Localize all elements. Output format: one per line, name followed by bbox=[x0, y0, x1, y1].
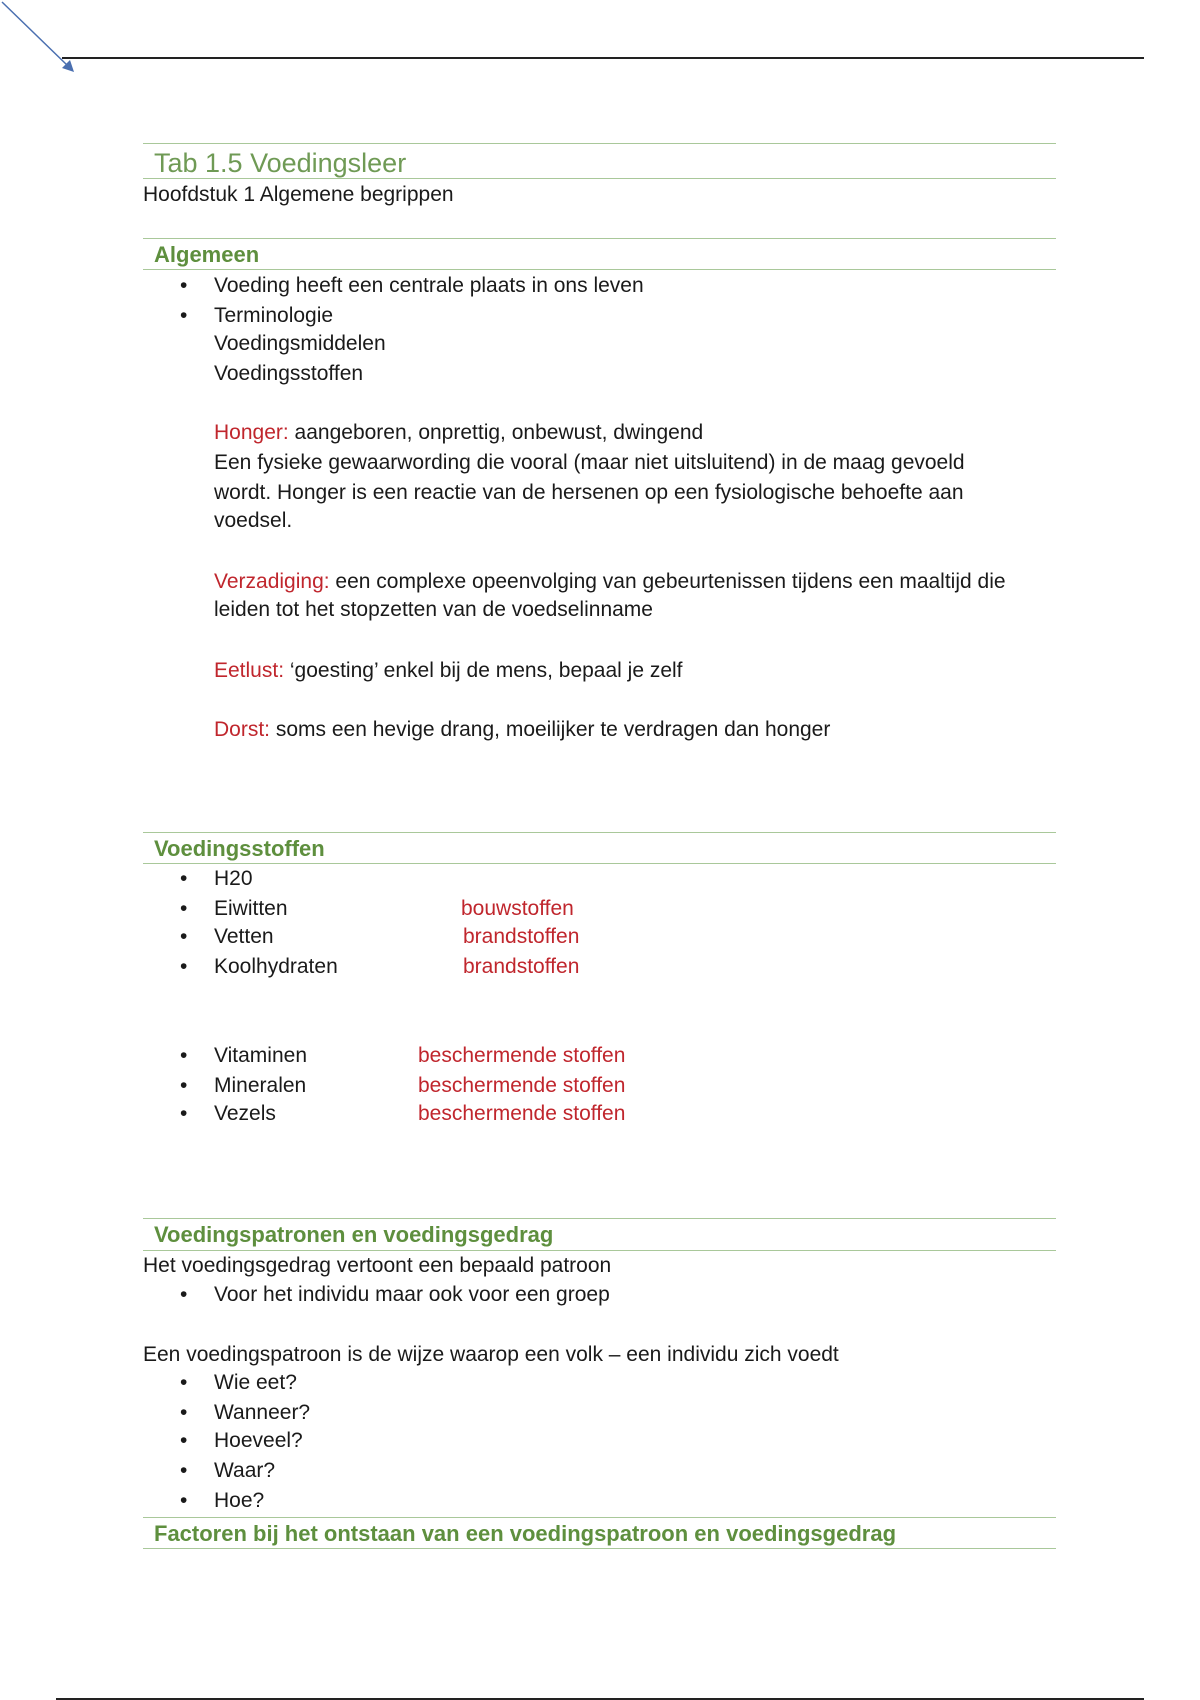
bullet-icon: • bbox=[180, 274, 188, 297]
section-rule bbox=[143, 1250, 1056, 1251]
section-rule bbox=[143, 863, 1056, 864]
title-rule-top bbox=[143, 143, 1056, 144]
definition-line: leiden tot het stopzetten van de voedselinname bbox=[214, 598, 653, 621]
nutrient-name: Mineralen bbox=[214, 1074, 307, 1097]
nutrient-name: Vitaminen bbox=[214, 1044, 308, 1067]
bullet-icon: • bbox=[180, 1429, 188, 1452]
section-rule bbox=[143, 1218, 1056, 1219]
section-rule bbox=[143, 269, 1056, 270]
bullet-icon: • bbox=[180, 867, 188, 890]
question-item: Wie eet? bbox=[214, 1371, 297, 1394]
nutrient-type: brandstoffen bbox=[463, 925, 580, 948]
nutrient-type: beschermende stoffen bbox=[418, 1074, 626, 1097]
nutrient-name: Vetten bbox=[214, 925, 274, 948]
nutrient-name: H20 bbox=[214, 867, 253, 890]
page-title: Tab 1.5 Voedingsleer bbox=[154, 148, 407, 178]
nutrient-name: Vezels bbox=[214, 1102, 276, 1125]
bullet-icon: • bbox=[180, 1459, 188, 1482]
list-item: Voeding heeft een centrale plaats in ons leven bbox=[214, 274, 644, 297]
paragraph: Een voedingspatroon is de wijze waarop een volk – een individu zich voedt bbox=[143, 1343, 839, 1366]
corner-arrow-icon bbox=[0, 0, 80, 80]
nutrient-type: beschermende stoffen bbox=[418, 1102, 626, 1125]
top-divider bbox=[62, 57, 1144, 59]
bullet-icon: • bbox=[180, 897, 188, 920]
question-item: Waar? bbox=[214, 1459, 276, 1482]
section-rule bbox=[143, 832, 1056, 833]
definition-dorst bbox=[214, 716, 830, 744]
term-text: aangeboren, onprettig, onbewust, dwingend bbox=[288, 421, 704, 444]
nutrient-name: Koolhydraten bbox=[214, 955, 338, 978]
definition-line: wordt. Honger is een reactie van de hersenen op een fysiologische behoefte aan bbox=[214, 481, 964, 504]
nutrient-type: brandstoffen bbox=[463, 955, 580, 978]
bullet-icon: • bbox=[180, 1074, 188, 1097]
bullet-icon: • bbox=[180, 1102, 188, 1125]
definition-line: Een fysieke gewaarwording die vooral (maar niet uitsluitend) in de maag gevoeld bbox=[214, 451, 965, 474]
bullet-icon: • bbox=[180, 1283, 188, 1306]
section-heading-factoren: Factoren bij het ontstaan van een voedingspatroon en voedingsgedrag bbox=[154, 1521, 897, 1546]
question-item: Hoe? bbox=[214, 1489, 265, 1512]
question-item: Hoeveel? bbox=[214, 1429, 303, 1452]
bullet-icon: • bbox=[180, 1489, 188, 1512]
bullet-icon: • bbox=[180, 304, 188, 327]
term-label: Verzadiging: bbox=[214, 570, 330, 593]
bullet-icon: • bbox=[180, 955, 188, 978]
nutrient-type: bouwstoffen bbox=[461, 897, 574, 920]
nutrient-type: beschermende stoffen bbox=[418, 1044, 626, 1067]
bullet-icon: • bbox=[180, 925, 188, 948]
term-item: Voedingsmiddelen bbox=[214, 332, 386, 355]
term-text: ‘goesting’ enkel bij de mens, bepaal je zelf bbox=[284, 659, 683, 682]
section-rule bbox=[143, 238, 1056, 239]
term-item: Voedingsstoffen bbox=[214, 362, 364, 385]
definition-line: voedsel. bbox=[214, 509, 293, 532]
list-item: Voor het individu maar ook voor een groep bbox=[214, 1283, 610, 1306]
definition-honger bbox=[214, 419, 703, 447]
title-rule-bottom bbox=[143, 178, 1056, 179]
term-label: Eetlust: bbox=[214, 659, 285, 682]
term-label: Dorst: bbox=[214, 718, 271, 741]
term-text: een complexe opeenvolging van gebeurtenissen tijdens een maaltijd die bbox=[329, 570, 1006, 593]
chapter-subtitle: Hoofdstuk 1 Algemene begrippen bbox=[143, 183, 454, 206]
bullet-icon: • bbox=[180, 1371, 188, 1394]
nutrient-name: Eiwitten bbox=[214, 897, 288, 920]
definition-eetlust bbox=[214, 657, 683, 685]
section-heading-algemeen: Algemeen bbox=[154, 242, 260, 267]
list-item: Terminologie bbox=[214, 304, 334, 327]
paragraph: Het voedingsgedrag vertoont een bepaald patroon bbox=[143, 1254, 612, 1277]
section-heading-patronen: Voedingspatronen en voedingsgedrag bbox=[154, 1222, 554, 1247]
section-rule bbox=[143, 1548, 1056, 1549]
term-text: soms een hevige drang, moeilijker te verdragen dan honger bbox=[270, 718, 831, 741]
bullet-icon: • bbox=[180, 1044, 188, 1067]
bullet-icon: • bbox=[180, 1401, 188, 1424]
term-label: Honger: bbox=[214, 421, 289, 444]
section-heading-voedingsstoffen: Voedingsstoffen bbox=[154, 836, 325, 861]
section-rule bbox=[143, 1517, 1056, 1518]
question-item: Wanneer? bbox=[214, 1401, 311, 1424]
definition-verzadiging bbox=[214, 568, 1006, 596]
